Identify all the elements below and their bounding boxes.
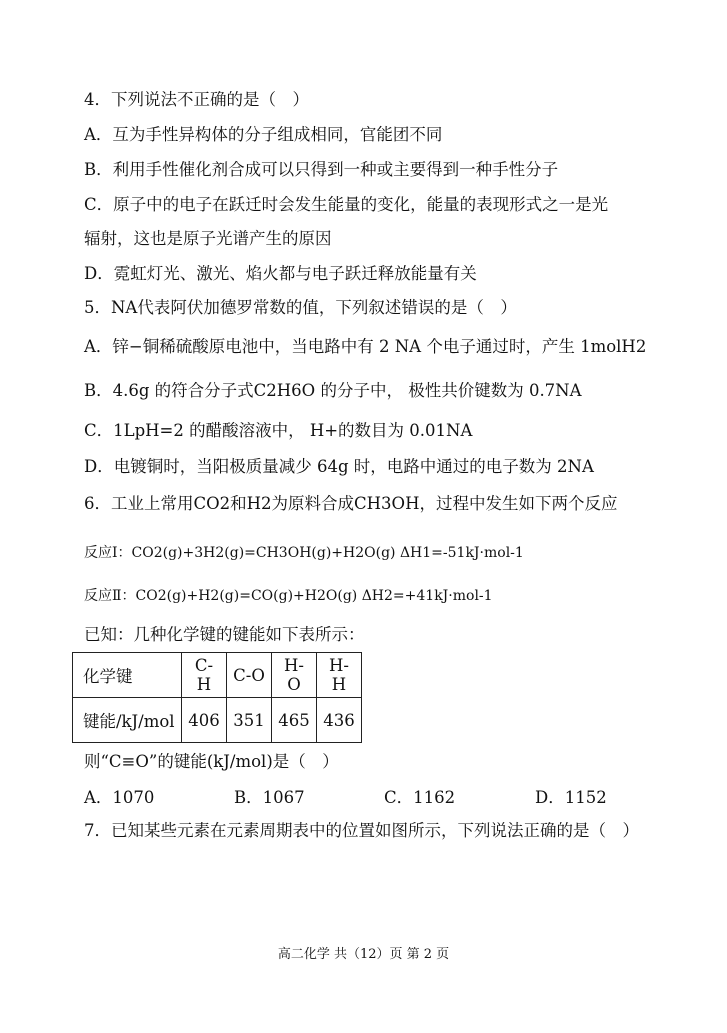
table-header-cell: C-H xyxy=(182,653,227,698)
q5-option-b: B．4.6g 的符合分子式C2H6O 的分子中， 极性共价键数为 0.7NA xyxy=(84,381,582,400)
q6-option-d: D．1152 xyxy=(535,788,607,807)
q6-stem: 6．工业上常用CO2和H2为原料合成CH3OH，过程中发生如下两个反应 xyxy=(84,494,618,513)
q6-reaction-1: 反应Ⅰ：CO2(g)+3H2(g)=CH3OH(g)+H2O(g) ΔH1=-51kJ·mol-1 xyxy=(84,545,524,561)
q6-option-b: B．1067 xyxy=(234,788,305,807)
q6-ask: 则“C≡O”的键能(kJ/mol)是（ ） xyxy=(84,752,339,771)
q5-option-c: C．1LpH=2 的醋酸溶液中， H+的数目为 0.01NA xyxy=(84,421,473,440)
table-header-cell: C-O xyxy=(227,653,272,698)
q4-stem: 4．下列说法不正确的是（ ） xyxy=(84,90,309,109)
q6-reaction-2: 反应Ⅱ：CO2(g)+H2(g)=CO(g)+H2O(g) ΔH2=+41kJ·mol-1 xyxy=(84,588,493,604)
q6-option-c: C．1162 xyxy=(384,788,456,807)
page-footer: 高二化学 共（12）页 第 2 页 xyxy=(277,947,450,962)
q4-option-b: B．利用手性催化剂合成可以只得到一种或主要得到一种手性分子 xyxy=(84,160,559,179)
table-cell: 436 xyxy=(317,698,362,743)
table-row xyxy=(73,698,362,743)
q6-option-a: A．1070 xyxy=(84,788,155,807)
table-header-cell: H-H xyxy=(317,653,362,698)
q6-known: 已知：几种化学键的键能如下表所示： xyxy=(84,625,365,644)
table-cell: 406 xyxy=(182,698,227,743)
q5-option-d: D．电镀铜时，当阳极质量减少 64g 时，电路中通过的电子数为 2NA xyxy=(84,457,594,476)
q4-option-c-line1: C．原子中的电子在跃迁时会发生能量的变化，能量的表现形式之一是光 xyxy=(84,195,609,214)
bond-energy-table xyxy=(72,652,362,743)
q4-option-c-line2: 辐射，这也是原子光谱产生的原因 xyxy=(84,229,332,248)
q7-stem: 7．已知某些元素在元素周期表中的位置如图所示，下列说法正确的是（ ） xyxy=(84,821,639,840)
table-cell: 351 xyxy=(227,698,272,743)
q5-stem: 5．NA代表阿伏加德罗常数的值，下列叙述错误的是（ ） xyxy=(84,298,517,317)
table-cell: 键能/kJ/mol xyxy=(73,698,182,743)
q4-option-a: A．互为手性异构体的分子组成相同，官能团不同 xyxy=(84,125,443,144)
table-header-row xyxy=(73,653,362,698)
table-header-cell: 化学键 xyxy=(73,653,182,698)
table-cell: 465 xyxy=(272,698,317,743)
q5-option-a: A．锌−铜稀硫酸原电池中，当电路中有 2 NA 个电子通过时，产生 1molH2 xyxy=(84,337,647,356)
q4-option-d: D．霓虹灯光、激光、焰火都与电子跃迁释放能量有关 xyxy=(84,264,477,283)
table-header-cell: H-O xyxy=(272,653,317,698)
